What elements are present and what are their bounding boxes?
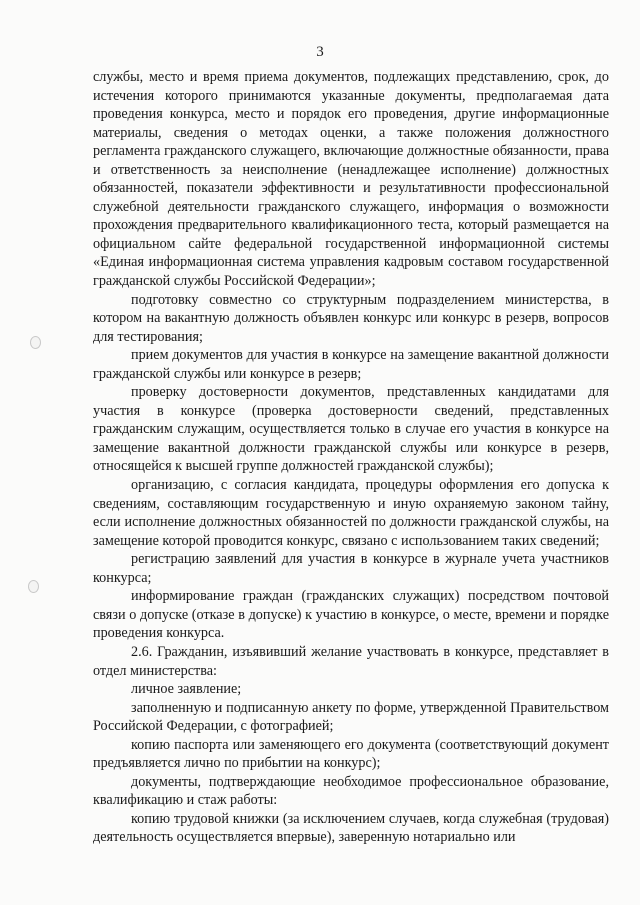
list-item: личное заявление; xyxy=(131,681,242,698)
paragraph: информирование граждан (гражданских служащих) посредством почтовой связи о допуске (отказе в допуске) к участию в конкурсе, о месте, времени и порядке проведения конкурса. xyxy=(93,588,609,642)
paragraph: подготовку совместно со структурным подразделением министерства, в котором на вакантную должность объявлен конкурс или конкурс в резерв, вопросов для тестирования; xyxy=(93,291,609,345)
list-item: копию трудовой книжки (за исключением случаев, когда служебная (трудовая) деятельность осуществляется впервые), заверенную нотариально или xyxy=(93,810,609,846)
document-body xyxy=(93,68,609,847)
list-item: копию паспорта или заменяющего его документа (соответствующий документ предъявляется лично по прибытии на конкурс); xyxy=(93,736,609,772)
punch-hole-mark xyxy=(28,580,39,593)
section-paragraph-2-6: 2.6. Гражданин, изъявивший желание участвовать в конкурсе, представляет в отдел министерства: xyxy=(93,643,609,679)
paragraph: проверку достоверности документов, представленных кандидатами для участия в конкурсе (проверка достоверности сведений, представленных гражданским служащим, осуществляется только в случае его участия в конкурсе на замещение вакантной должности гражданской службы или конкурсе в резерв, относящейся к высшей группе должностей гражданской службы); xyxy=(93,384,609,475)
punch-hole-mark xyxy=(30,336,41,349)
paragraph: прием документов для участия в конкурсе на замещение вакантной должности гражданской службы или конкурсе в резерв; xyxy=(93,347,609,382)
paragraph-continuation: службы, место и время приема документов, подлежащих представлению, срок, до истечения которого принимаются указанные документы, предполагаемая дата проведения конкурса, место и порядок его проведения, другие информационные материалы, сведения о методах оценки, а также положения должностного регламента гражданского служащего, включающие должностные обязанности, права и ответственность за неисполнение (ненадлежащее исполнение) должностных обязанностей, показатели эффективности и результативности профессиональной служебной деятельности гражданского служащего, информация о возможности прохождения предварительного квалификационного теста, который размещается на официальном сайте федеральной государственной информационной системы «Единая информационная система управления кадровым составом государственной гражданской службы Российской Федерации»; xyxy=(93,69,609,290)
list-item: документы, подтверждающие необходимое профессиональное образование, квалификацию и стаж работы: xyxy=(93,773,609,809)
list-item: заполненную и подписанную анкету по форме, утвержденной Правительством Российской Федерации, с фотографией; xyxy=(93,699,609,735)
paragraph: регистрацию заявлений для участия в конкурсе в журнале учета участников конкурса; xyxy=(93,551,609,586)
paragraph: организацию, с согласия кандидата, процедуры оформления его допуска к сведениям, составляющим государственную и иную охраняемую законом тайну, если исполнение должностных обязанностей по должности гражданской службы, на замещение которой проводится конкурс, связано с использованием таких сведений; xyxy=(93,477,609,549)
page-number: 3 xyxy=(316,44,324,60)
